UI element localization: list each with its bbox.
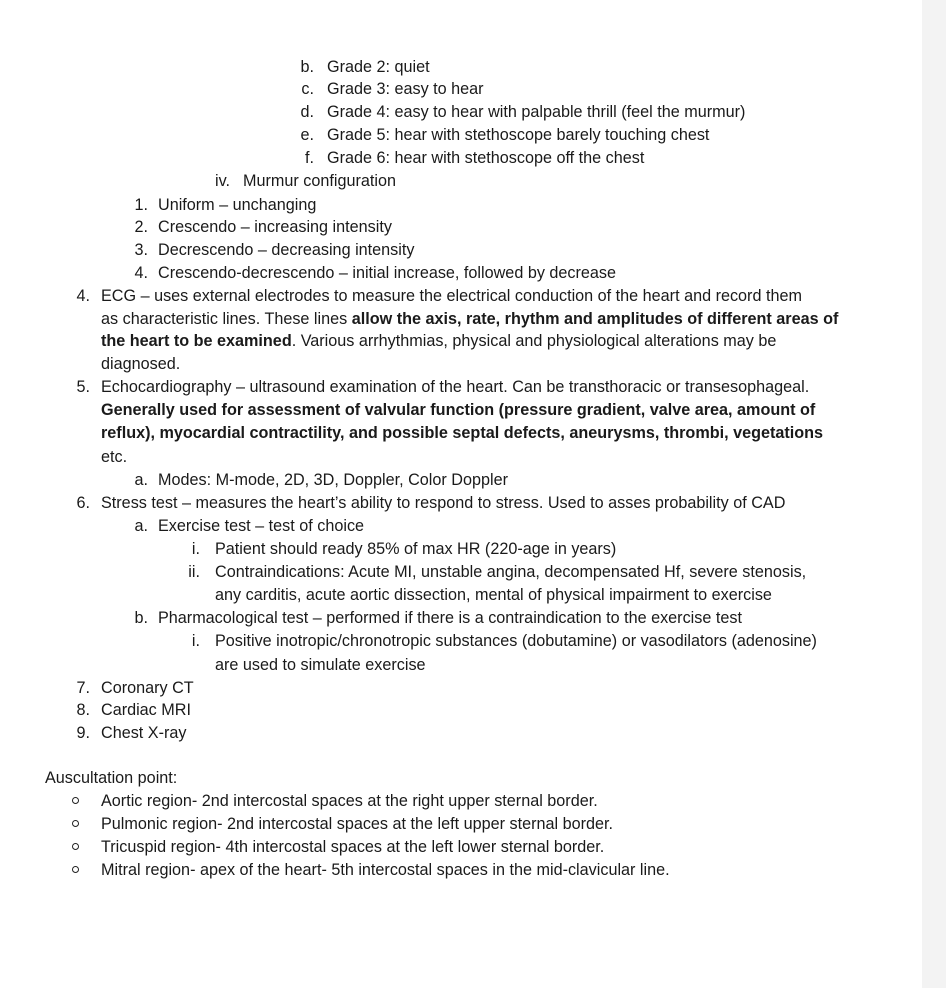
bullet-circle-icon bbox=[72, 866, 79, 873]
chest-xray-text: Chest X-ray bbox=[101, 724, 187, 742]
grade-3-marker: c. bbox=[301, 80, 314, 98]
ecg-line-2-bold: allow the axis, rate, rhythm and amplitudes of different areas of bbox=[351, 310, 839, 328]
grade-4-text: Grade 4: easy to hear with palpable thrill (feel the murmur) bbox=[327, 103, 746, 121]
chest-xray-marker: 9. bbox=[76, 724, 90, 742]
grade-5-marker: e. bbox=[300, 126, 314, 144]
config-3-marker: 3. bbox=[134, 241, 148, 259]
config-4-text: Crescendo-decrescendo – initial increase, followed by decrease bbox=[158, 264, 617, 282]
stress-marker: 6. bbox=[76, 494, 90, 512]
ecg-marker: 4. bbox=[76, 287, 90, 305]
bullet-circle-icon bbox=[72, 843, 79, 850]
grade-6-marker: f. bbox=[305, 149, 314, 167]
murmur-config-marker: iv. bbox=[215, 172, 230, 190]
exercise-marker: a. bbox=[134, 517, 148, 535]
ecg-line-3-plain: . Various arrhythmias, physical and physiological alterations may be bbox=[291, 332, 777, 350]
auscultation-heading: Auscultation point: bbox=[45, 769, 178, 787]
pharm-i-marker: i. bbox=[191, 632, 200, 650]
ecg-line-3-bold: the heart to be examined bbox=[101, 332, 292, 350]
grade-2-text: Grade 2: quiet bbox=[327, 58, 430, 76]
stress-line: Stress test – measures the heart’s ability to respond to stress. Used to asses probability of CAD bbox=[101, 494, 786, 512]
grade-5-text: Grade 5: hear with stethoscope barely touching chest bbox=[327, 126, 710, 144]
config-1-text: Uniform – unchanging bbox=[158, 196, 317, 214]
echo-modes-text: Modes: M-mode, 2D, 3D, Doppler, Color Doppler bbox=[158, 471, 508, 489]
exercise-ii-line-2: any carditis, acute aortic dissection, mental of physical impairment to exercise bbox=[215, 586, 772, 604]
ecg-line-1: ECG – uses external electrodes to measure the electrical conduction of the heart and record them bbox=[101, 287, 802, 305]
echo-modes-marker: a. bbox=[134, 471, 148, 489]
pharm-i-line-1: Positive inotropic/chronotropic substances (dobutamine) or vasodilators (adenosine) bbox=[215, 632, 817, 650]
pulmonic-region-text: Pulmonic region- 2nd intercostal spaces at the left upper sternal border. bbox=[101, 815, 613, 833]
aortic-region-text: Aortic region- 2nd intercostal spaces at the right upper sternal border. bbox=[101, 792, 598, 810]
grade-3-text: Grade 3: easy to hear bbox=[327, 80, 484, 98]
murmur-config-heading: Murmur configuration bbox=[243, 172, 396, 190]
pharm-text: Pharmacological test – performed if there is a contraindication to the exercise test bbox=[158, 609, 742, 627]
bullet-circle-icon bbox=[72, 797, 79, 804]
pharm-marker: b. bbox=[134, 609, 148, 627]
grade-6-text: Grade 6: hear with stethoscope off the chest bbox=[327, 149, 645, 167]
echo-line-4: etc. bbox=[101, 448, 128, 466]
config-4-marker: 4. bbox=[134, 264, 148, 282]
exercise-ii-marker: ii. bbox=[188, 563, 200, 581]
grade-2-marker: b. bbox=[300, 58, 314, 76]
exercise-ii-line-1: Contraindications: Acute MI, unstable angina, decompensated Hf, severe stenosis, bbox=[215, 563, 807, 581]
echo-marker: 5. bbox=[76, 378, 90, 396]
exercise-i-marker: i. bbox=[191, 540, 200, 558]
config-1-marker: 1. bbox=[134, 196, 148, 214]
bullet-circle-icon bbox=[72, 820, 79, 827]
config-3-text: Decrescendo – decreasing intensity bbox=[158, 241, 415, 259]
cardiac-mri-marker: 8. bbox=[76, 701, 90, 719]
cardiac-mri-text: Cardiac MRI bbox=[101, 701, 191, 719]
echo-line-1: Echocardiography – ultrasound examination of the heart. Can be transthoracic or transesophageal. bbox=[101, 378, 810, 396]
grade-4-marker: d. bbox=[300, 103, 314, 121]
pharm-i-line-2: are used to simulate exercise bbox=[215, 656, 426, 674]
tricuspid-region-text: Tricuspid region- 4th intercostal spaces at the left lower sternal border. bbox=[101, 838, 605, 856]
mitral-region-text: Mitral region- apex of the heart- 5th intercostal spaces in the mid-clavicular line. bbox=[101, 861, 670, 879]
config-2-marker: 2. bbox=[134, 218, 148, 236]
ecg-line-3 bbox=[101, 330, 776, 352]
coronary-ct-text: Coronary CT bbox=[101, 679, 194, 697]
ecg-line-2-plain: as characteristic lines. These lines bbox=[101, 310, 352, 328]
coronary-ct-marker: 7. bbox=[76, 679, 90, 697]
exercise-text: Exercise test – test of choice bbox=[158, 517, 365, 535]
exercise-i-text: Patient should ready 85% of max HR (220-age in years) bbox=[215, 540, 617, 558]
ecg-line-4: diagnosed. bbox=[101, 355, 181, 373]
echo-line-2: Generally used for assessment of valvular function (pressure gradient, valve area, amount of bbox=[101, 401, 816, 419]
config-2-text: Crescendo – increasing intensity bbox=[158, 218, 392, 236]
echo-line-3: reflux), myocardial contractility, and possible septal defects, aneurysms, thrombi, vegetations bbox=[101, 424, 824, 442]
ecg-line-2 bbox=[101, 308, 838, 330]
side-panel bbox=[922, 0, 946, 988]
